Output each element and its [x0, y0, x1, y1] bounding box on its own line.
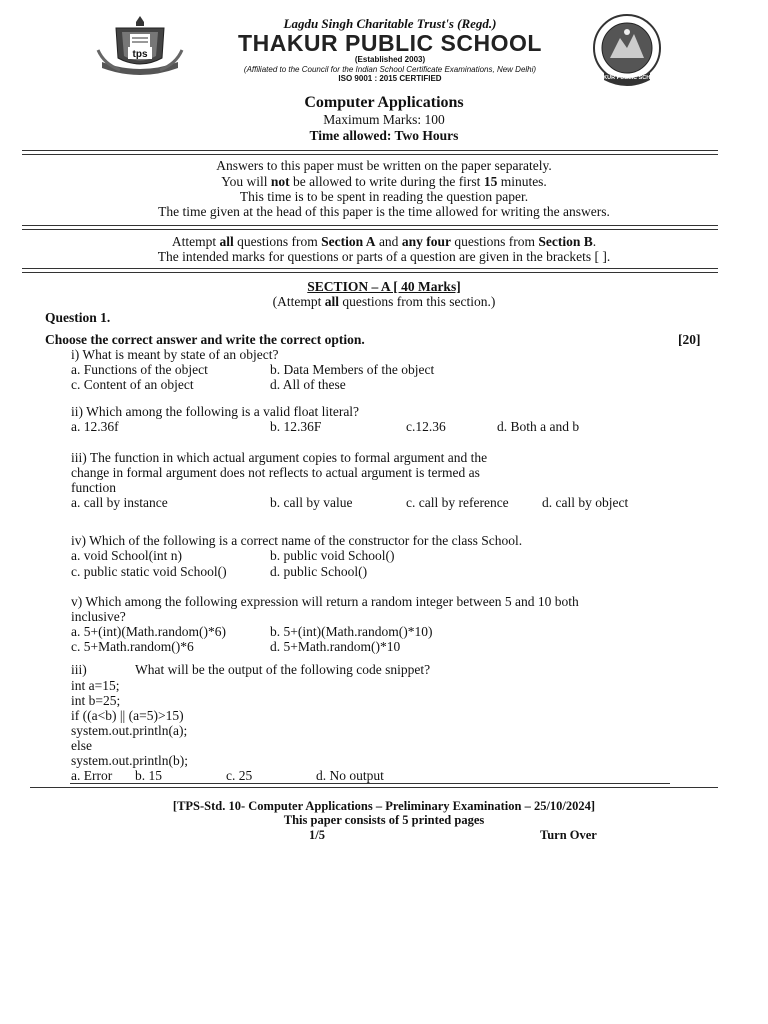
divider	[22, 268, 718, 269]
option-d: d. All of these	[270, 377, 346, 392]
option-b: b. public void School()	[270, 548, 395, 563]
option-a: a. 12.36f	[71, 419, 119, 434]
footer-line: [TPS-Std. 10- Computer Applications – Preliminary Examination – 25/10/2024]	[172, 799, 596, 813]
established-text: (Established 2003)	[354, 55, 426, 64]
school-emblem	[580, 12, 674, 92]
option-c: c. call by reference	[406, 495, 509, 510]
instruction-line: Answers to this paper must be written on the paper separately.	[216, 158, 552, 173]
divider	[22, 272, 718, 273]
option-d: d. No output	[316, 768, 384, 783]
trust-name: Lagdu Singh Charitable Trust's (Regd.)	[283, 16, 497, 31]
code-line: system.out.println(a);	[71, 723, 188, 738]
code-line: int b=25;	[71, 693, 121, 708]
divider	[30, 787, 718, 788]
divider	[70, 783, 670, 784]
option-b: b. 15	[135, 768, 162, 783]
tps-logo	[92, 14, 188, 84]
option-a: a. Error	[71, 768, 113, 783]
iso-text: ISO 9001 : 2015 CERTIFIED	[338, 74, 442, 83]
subject-title: Computer Applications	[304, 94, 464, 111]
footer-line: This paper consists of 5 printed pages	[283, 813, 485, 827]
question-instruction: Choose the correct answer and write the correct option.	[45, 332, 365, 347]
option-a: a. void School(int n)	[71, 548, 182, 563]
question-text: ii) Which among the following is a valid float literal?	[71, 404, 360, 419]
option-d: d. Both a and b	[497, 419, 580, 434]
question-text: function	[71, 480, 116, 495]
option-a: a. call by instance	[71, 495, 168, 510]
option-b: b. 12.36F	[270, 419, 322, 434]
question-text: iii) The function in which actual argument copies to formal argument and the	[71, 450, 488, 465]
question-number: iii)	[71, 662, 87, 677]
option-c: c. public static void School()	[71, 564, 227, 579]
option-c: c. 25	[226, 768, 253, 783]
code-line: if ((a<b) || (a=5)>15)	[71, 708, 184, 723]
option-d: d. public School()	[270, 564, 368, 579]
attempt-line: The intended marks for questions or parts of a question are given in the brackets [ ].	[157, 249, 611, 264]
question-text: iv) Which of the following is a correct name of the constructor for the class School.	[71, 533, 523, 548]
question-text: v) Which among the following expression will return a random integer between 5 and 10 both	[71, 594, 579, 609]
attempt-line: Attempt all questions from Section A and any four questions from Section B.	[171, 234, 597, 249]
divider	[22, 229, 718, 230]
question-text: What will be the output of the following code snippet?	[135, 662, 431, 677]
option-b: b. Data Members of the object	[270, 362, 435, 377]
section-subtitle: (Attempt all questions from this section.)	[272, 294, 496, 309]
max-marks: Maximum Marks: 100	[323, 112, 445, 127]
question-text: change in formal argument does not reflects to actual argument is termed as	[71, 465, 480, 480]
option-c: c. 5+Math.random()*6	[71, 639, 194, 654]
time-allowed: Time allowed: Two Hours	[309, 128, 459, 143]
turn-over: Turn Over	[540, 828, 597, 842]
question-text: i) What is meant by state of an object?	[71, 347, 279, 362]
affiliation-text: (Affiliated to the Council for the Indian School Certificate Examinations, New Delhi)	[243, 65, 537, 74]
svg-text:tps: tps	[132, 49, 148, 60]
question-label: Question 1.	[45, 310, 111, 325]
school-name: THAKUR PUBLIC SCHOOL	[238, 30, 542, 56]
question-marks: [20]	[678, 332, 701, 347]
option-d: d. 5+Math.random()*10	[270, 639, 401, 654]
instruction-line: The time given at the head of this paper is the time allowed for writing the answers.	[158, 204, 610, 219]
option-c: c.12.36	[406, 419, 446, 434]
page-number: 1/5	[309, 828, 325, 842]
divider	[22, 225, 718, 226]
option-c: c. Content of an object	[71, 377, 194, 392]
code-line: else	[71, 738, 92, 753]
option-d: d. call by object	[542, 495, 629, 510]
divider	[22, 154, 718, 155]
section-title: SECTION – A [ 40 Marks]	[307, 279, 461, 294]
code-line: int a=15;	[71, 678, 120, 693]
option-b: b. call by value	[270, 495, 353, 510]
instruction-line: This time is to be spent in reading the question paper.	[239, 189, 529, 204]
option-b: b. 5+(int)(Math.random()*10)	[270, 624, 433, 639]
question-text: inclusive?	[71, 609, 126, 624]
instruction-line: You will not be allowed to write during the first 15 minutes.	[221, 174, 547, 189]
divider	[22, 150, 718, 151]
option-a: a. Functions of the object	[71, 362, 208, 377]
option-a: a. 5+(int)(Math.random()*6)	[71, 624, 226, 639]
code-line: system.out.println(b);	[71, 753, 188, 768]
svg-text:THAKUR PUBLIC SCHOOL: THAKUR PUBLIC SCHOOL	[591, 75, 663, 81]
